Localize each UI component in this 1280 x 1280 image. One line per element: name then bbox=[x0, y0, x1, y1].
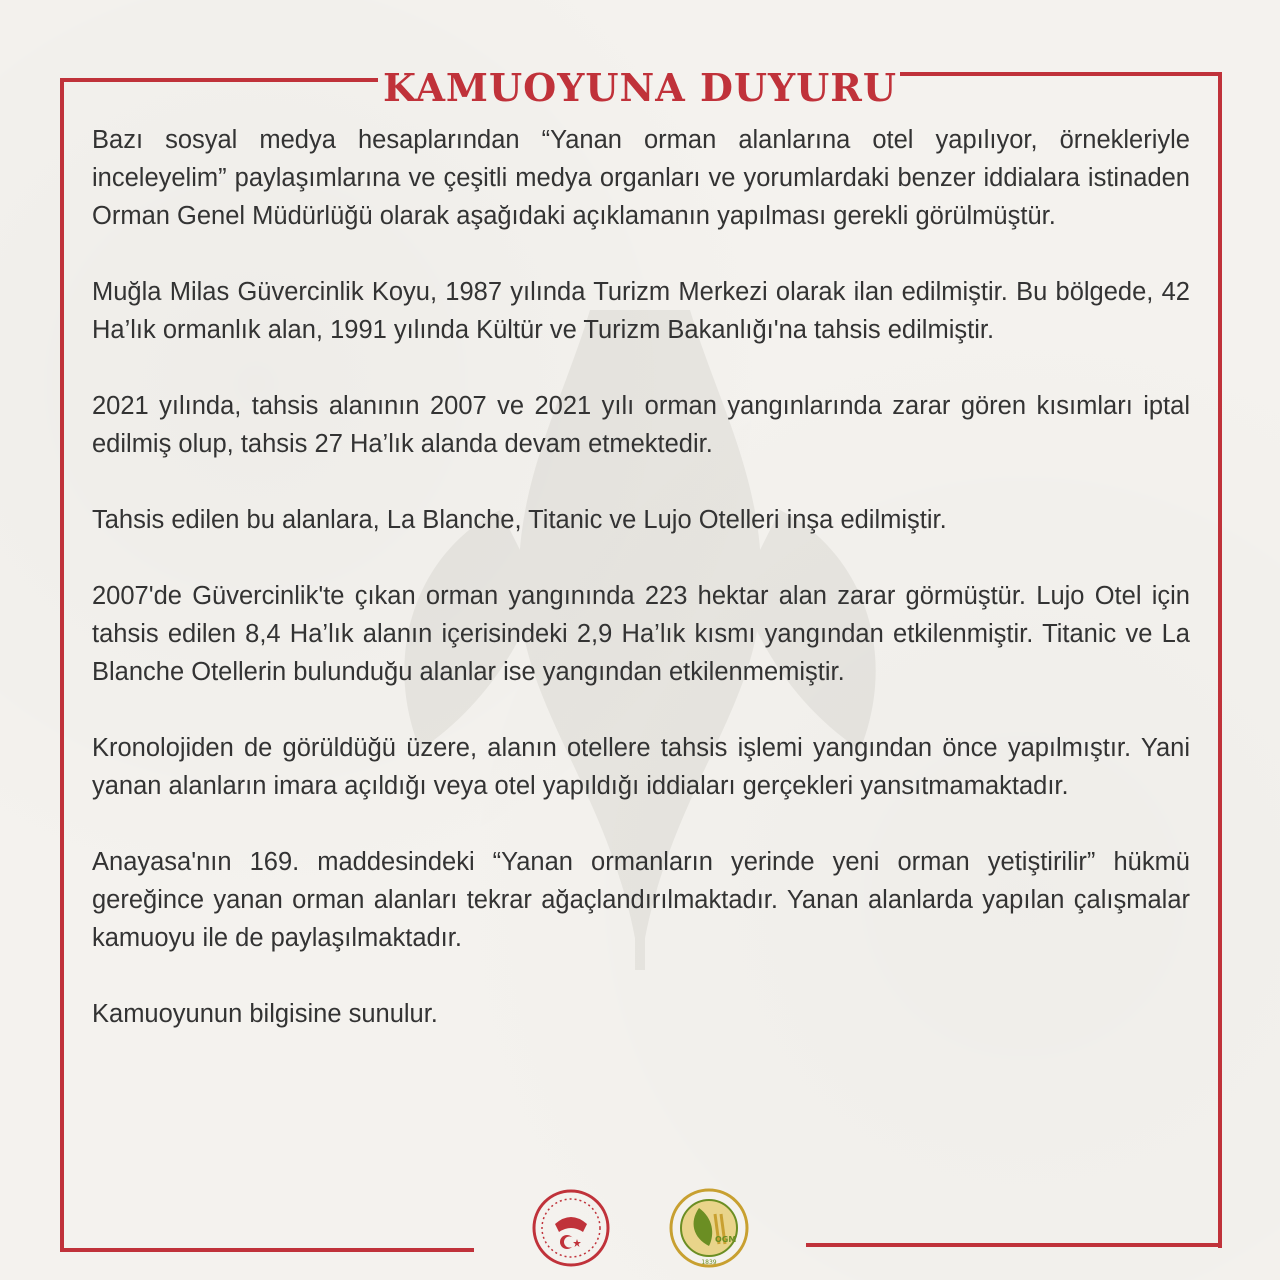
paragraph-intro: Bazı sosyal medya hesaplarından “Yanan orman alanlarına otel yapılıyor, örnekleriyle inceleyelim” paylaşımlarına ve çeşitli medya organları ve yorumlardaki benzer iddialara istinaden Orman Genel Müdürlüğü olarak aşağıdaki açıklamanın yapılması gerekli görülmüştür. bbox=[92, 126, 1190, 230]
ogm-year: 1839 bbox=[701, 1259, 717, 1266]
paragraph-fire-2007: 2007'de Güvercinlik'te çıkan orman yangınında 223 hektar alan zarar görmüştür. Lujo Otel için tahsis edilen 8,4 Ha’lık alanın içerisindeki 2,9 Ha’lık kısmı yangından etkilenmiştir. Titanic ve La Blanche Otellerin bulunduğu alanlar ise yangından etkilenmemiştir. bbox=[92, 582, 1190, 686]
paragraph-closing: Kamuoyunun bilgisine sunulur. bbox=[92, 1000, 438, 1028]
ministry-seal-icon bbox=[531, 1188, 611, 1268]
frame-top-left-line bbox=[60, 78, 378, 82]
frame-bottom-left-line bbox=[60, 1248, 474, 1252]
frame-bottom-right-line bbox=[806, 1243, 1222, 1247]
paragraph-hotels: Tahsis edilen bu alanlara, La Blanche, Titanic ve Lujo Otelleri inşa edilmiştir. bbox=[92, 506, 947, 534]
ogm-initials: OGM bbox=[715, 1235, 737, 1244]
paragraph-chronology: Kronolojiden de görüldüğü üzere, alanın otellere tahsis işlemi yangından önce yapılmıştır. Yani yanan alanların imara açıldığı veya otel yapıldığı iddiaları gerçekleri yansıtmamaktadır. bbox=[92, 734, 1190, 800]
frame-right-line bbox=[1218, 72, 1222, 1248]
announcement-body bbox=[92, 121, 1190, 1033]
forestry-directorate-seal-icon bbox=[669, 1188, 749, 1268]
paragraph-location: Muğla Milas Güvercinlik Koyu, 1987 yılında Turizm Merkezi olarak ilan edilmiştir. Bu bölgede, 42 Ha’lık ormanlık alan, 1991 yılında Kültür ve Turizm Bakanlığı'na tahsis edilmiştir. bbox=[92, 278, 1190, 344]
paragraph-allocation: 2021 yılında, tahsis alanının 2007 ve 2021 yılı orman yangınlarında zarar gören kısımları iptal edilmiş olup, tahsis 27 Ha’lık alanda devam etmektedir. bbox=[92, 392, 1190, 458]
frame-left-line bbox=[60, 78, 64, 1252]
frame-top-right-line bbox=[900, 72, 1222, 76]
announcement-title: KAMUOYUNA DUYURU bbox=[382, 65, 898, 110]
paragraph-constitution: Anayasa'nın 169. maddesindeki “Yanan ormanların yerinde yeni orman yetiştirilir” hükmü gereğince yanan orman alanları tekrar ağaçlandırılmaktadır. Yanan alanlarda yapılan çalışmalar kamuoyu ile de paylaşılmaktadır. bbox=[92, 848, 1190, 952]
